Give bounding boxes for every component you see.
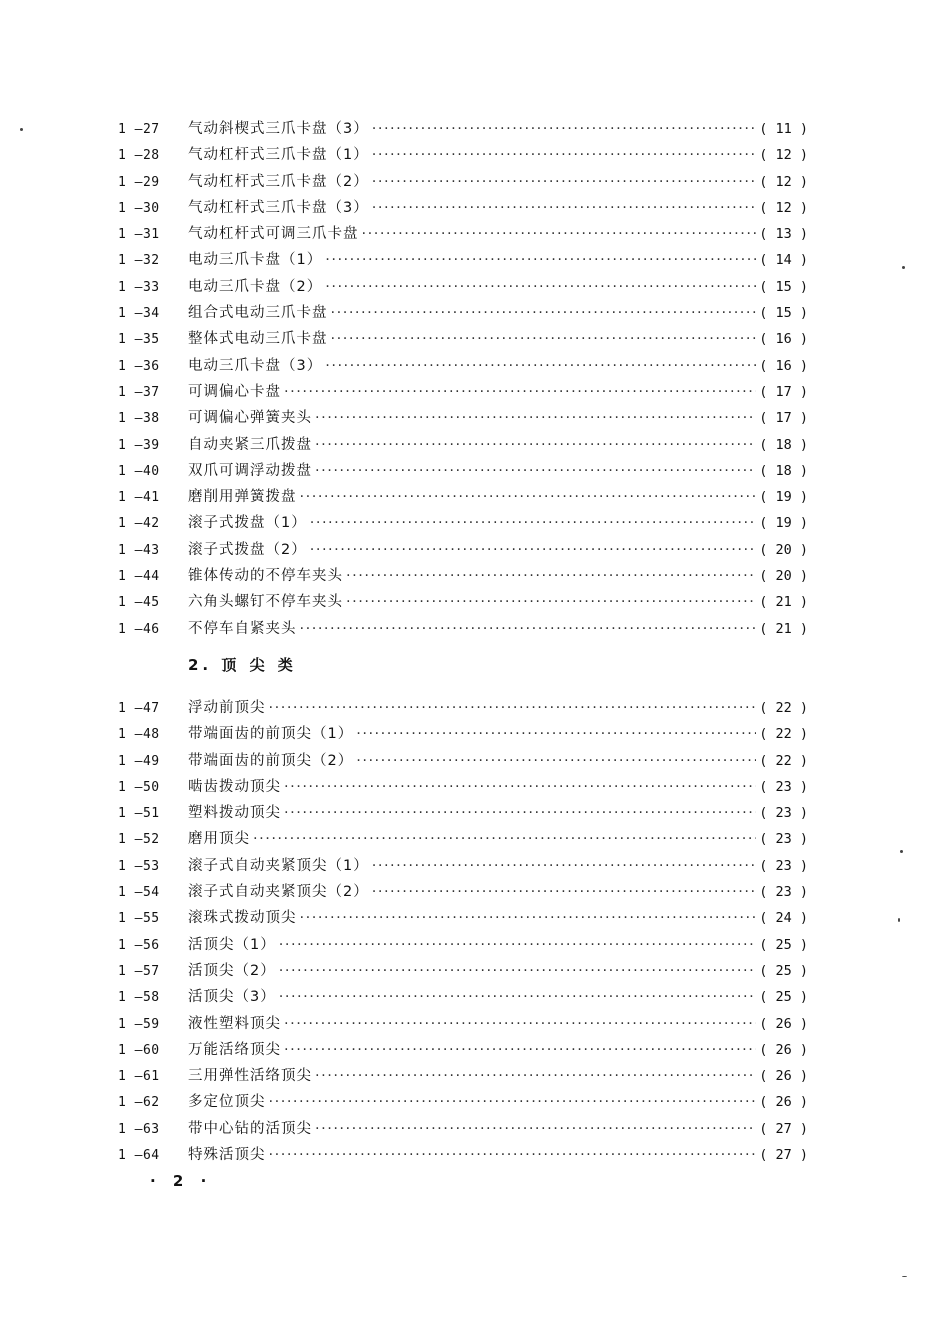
dot-leader <box>300 484 757 510</box>
entry-number: 1 —59 <box>118 1016 160 1032</box>
entry-title: 浮动前顶尖 <box>188 700 266 716</box>
page-folio: · 2 · <box>150 1172 213 1190</box>
dot-leader <box>315 405 756 431</box>
dot-leader <box>372 116 756 142</box>
toc-entry <box>118 1116 808 1142</box>
entry-title: 啮齿拨动顶尖 <box>188 778 281 795</box>
toc-entry <box>118 563 808 589</box>
entry-title: 滚子式自动夹紧顶尖（2） <box>188 884 369 901</box>
entry-number: 1 —49 <box>118 753 160 769</box>
dot-leader <box>315 458 756 484</box>
entry-number: 1 —52 <box>118 832 160 848</box>
entry-title: 特殊活顶尖 <box>188 1147 266 1164</box>
entry-title: 组合式电动三爪卡盘 <box>188 305 328 322</box>
dot-leader <box>269 695 757 721</box>
entry-number: 1 —55 <box>118 911 160 927</box>
dot-leader <box>315 1116 756 1142</box>
entry-page-number: ( 14 ) <box>759 252 808 269</box>
entry-number: 1 —43 <box>118 542 160 558</box>
entry-number: 1 —35 <box>118 332 160 348</box>
entry-number: 1 —51 <box>118 806 160 822</box>
entry-page-number: ( 25 ) <box>759 962 808 979</box>
entry-page-number: ( 12 ) <box>759 173 808 190</box>
entry-page-number: ( 20 ) <box>759 541 808 558</box>
entry-page-number: ( 23 ) <box>759 857 808 874</box>
entry-number: 1 —33 <box>118 279 160 295</box>
toc-entry <box>118 1037 808 1063</box>
entry-page-number: ( 22 ) <box>759 726 808 743</box>
toc-entry <box>118 826 808 852</box>
dot-leader <box>372 195 756 221</box>
scan-speck <box>20 128 23 131</box>
entry-number: 1 —53 <box>118 858 160 874</box>
dot-leader <box>300 616 757 642</box>
entry-number: 1 —40 <box>118 463 160 479</box>
section-heading: 2. 顶 尖 类 <box>188 656 297 674</box>
entry-title: 整体式电动三爪卡盘 <box>188 331 328 348</box>
entry-page-number: ( 11 ) <box>759 121 808 137</box>
dot-leader <box>331 300 757 326</box>
toc-entry <box>118 1011 808 1037</box>
entry-title: 液性塑料顶尖 <box>188 1015 281 1032</box>
toc-entry <box>118 695 808 721</box>
entry-page-number: ( 15 ) <box>759 278 808 295</box>
entry-title: 气动斜楔式三爪卡盘（3） <box>188 121 369 137</box>
dot-leader <box>325 353 756 379</box>
entry-title: 滚子式拨盘（2） <box>188 541 307 558</box>
toc-entry <box>118 405 808 431</box>
entry-page-number: ( 21 ) <box>759 620 808 637</box>
entry-page-number: ( 25 ) <box>759 936 808 953</box>
entry-number: 1 —38 <box>118 411 160 427</box>
dot-leader <box>284 379 756 405</box>
entry-number: 1 —44 <box>118 569 160 585</box>
entry-page-number: ( 16 ) <box>759 331 808 348</box>
toc-entry <box>118 589 808 615</box>
dot-leader <box>372 853 756 879</box>
entry-number: 1 —27 <box>118 122 160 137</box>
entry-page-number: ( 25 ) <box>759 989 808 1006</box>
toc-entry <box>118 195 808 221</box>
entry-number: 1 —45 <box>118 595 160 611</box>
entry-title: 气动杠杆式三爪卡盘（1） <box>188 147 369 164</box>
entry-page-number: ( 22 ) <box>759 752 808 769</box>
dot-leader <box>253 826 756 852</box>
toc-entry <box>118 958 808 984</box>
entry-page-number: ( 18 ) <box>759 436 808 453</box>
entry-title: 电动三爪卡盘（3） <box>188 357 323 374</box>
entry-number: 1 —31 <box>118 227 160 243</box>
scan-speck <box>898 918 900 922</box>
toc-entry <box>118 1063 808 1089</box>
entry-number: 1 —64 <box>118 1148 160 1164</box>
entry-title: 塑料拨动顶尖 <box>188 805 281 822</box>
dot-leader <box>346 563 756 589</box>
toc-entry <box>118 721 808 747</box>
toc-entry <box>118 879 808 905</box>
scan-speck <box>902 1276 907 1277</box>
entry-number: 1 —57 <box>118 963 160 979</box>
entry-number: 1 —34 <box>118 306 160 322</box>
entry-page-number: ( 20 ) <box>759 568 808 585</box>
toc-entry <box>118 169 808 195</box>
entry-title: 可调偏心卡盘 <box>188 383 281 400</box>
entry-page-number: ( 26 ) <box>759 1094 808 1111</box>
toc-entry <box>118 905 808 931</box>
dot-leader <box>279 984 756 1010</box>
entry-number: 1 —36 <box>118 358 160 374</box>
toc-entry <box>118 379 808 405</box>
toc-entry <box>118 142 808 168</box>
toc-entry <box>118 247 808 273</box>
entry-number: 1 —47 <box>118 701 160 716</box>
toc-list-group-1 <box>118 116 808 642</box>
dot-leader <box>356 748 756 774</box>
toc-list-group-2 <box>118 695 808 1168</box>
dot-leader <box>310 510 756 536</box>
entry-number: 1 —37 <box>118 384 160 400</box>
toc-entry <box>118 432 808 458</box>
toc-entry <box>118 221 808 247</box>
toc-entry <box>118 300 808 326</box>
entry-number: 1 —29 <box>118 174 160 190</box>
dot-leader <box>284 1011 756 1037</box>
dot-leader <box>279 958 756 984</box>
dot-leader <box>325 274 756 300</box>
entry-title: 带端面齿的前顶尖（2） <box>188 752 354 769</box>
toc-entry <box>118 1142 808 1168</box>
dot-leader <box>315 1063 756 1089</box>
dot-leader <box>372 879 756 905</box>
entry-title: 带端面齿的前顶尖（1） <box>188 726 354 743</box>
entry-number: 1 —42 <box>118 516 160 532</box>
entry-page-number: ( 26 ) <box>759 1068 808 1085</box>
entry-page-number: ( 22 ) <box>759 700 808 716</box>
dot-leader <box>284 774 756 800</box>
toc-entry <box>118 484 808 510</box>
entry-title: 多定位顶尖 <box>188 1094 266 1111</box>
toc-entry <box>118 748 808 774</box>
toc-entry <box>118 800 808 826</box>
toc-entry <box>118 274 808 300</box>
entry-page-number: ( 12 ) <box>759 147 808 164</box>
entry-title: 滚子式拨盘（1） <box>188 515 307 532</box>
entry-title: 气动杠杆式可调三爪卡盘 <box>188 226 359 243</box>
entry-title: 可调偏心弹簧夹头 <box>188 410 312 427</box>
dot-leader <box>269 1089 757 1115</box>
entry-number: 1 —46 <box>118 621 160 637</box>
entry-page-number: ( 18 ) <box>759 462 808 479</box>
entry-title: 气动杠杆式三爪卡盘（2） <box>188 173 369 190</box>
entry-page-number: ( 23 ) <box>759 778 808 795</box>
entry-number: 1 —41 <box>118 490 160 506</box>
entry-page-number: ( 19 ) <box>759 515 808 532</box>
dot-leader <box>310 537 756 563</box>
entry-number: 1 —56 <box>118 937 160 953</box>
entry-page-number: ( 23 ) <box>759 884 808 901</box>
dot-leader <box>372 142 756 168</box>
dot-leader <box>284 1037 756 1063</box>
entry-title: 活顶尖（2） <box>188 962 276 979</box>
toc-entry <box>118 1089 808 1115</box>
entry-page-number: ( 23 ) <box>759 805 808 822</box>
entry-page-number: ( 17 ) <box>759 410 808 427</box>
entry-number: 1 —58 <box>118 990 160 1006</box>
entry-title: 活顶尖（1） <box>188 936 276 953</box>
toc-entry <box>118 326 808 352</box>
toc-entry <box>118 353 808 379</box>
entry-title: 活顶尖（3） <box>188 989 276 1006</box>
entry-title: 自动夹紧三爪拨盘 <box>188 436 312 453</box>
scan-speck <box>900 850 903 853</box>
dot-leader <box>372 169 756 195</box>
dot-leader <box>315 432 756 458</box>
entry-title: 万能活络顶尖 <box>188 1041 281 1058</box>
dot-leader <box>331 326 757 352</box>
entry-title: 电动三爪卡盘（1） <box>188 252 323 269</box>
entry-number: 1 —54 <box>118 885 160 901</box>
entry-number: 1 —39 <box>118 437 160 453</box>
dot-leader <box>269 1142 757 1168</box>
toc-entry <box>118 774 808 800</box>
entry-page-number: ( 13 ) <box>759 226 808 243</box>
dot-leader <box>346 589 756 615</box>
entry-page-number: ( 26 ) <box>759 1015 808 1032</box>
entry-title: 电动三爪卡盘（2） <box>188 278 323 295</box>
entry-page-number: ( 19 ) <box>759 489 808 506</box>
entry-number: 1 —63 <box>118 1121 160 1137</box>
dot-leader <box>325 247 756 273</box>
entry-title: 不停车自紧夹头 <box>188 620 297 637</box>
dot-leader <box>279 932 756 958</box>
entry-title: 气动杠杆式三爪卡盘（3） <box>188 199 369 216</box>
entry-number: 1 —60 <box>118 1042 160 1058</box>
toc-entry <box>118 984 808 1010</box>
entry-title: 锥体传动的不停车夹头 <box>188 568 343 585</box>
entry-page-number: ( 27 ) <box>759 1120 808 1137</box>
toc-entry <box>118 537 808 563</box>
entry-page-number: ( 21 ) <box>759 594 808 611</box>
entry-number: 1 —30 <box>118 200 160 216</box>
entry-page-number: ( 23 ) <box>759 831 808 848</box>
entry-page-number: ( 16 ) <box>759 357 808 374</box>
entry-title: 磨削用弹簧拨盘 <box>188 489 297 506</box>
entry-title: 六角头螺钉不停车夹头 <box>188 594 343 611</box>
entry-page-number: ( 26 ) <box>759 1041 808 1058</box>
dot-leader <box>284 800 756 826</box>
entry-number: 1 —28 <box>118 148 160 164</box>
entry-page-number: ( 15 ) <box>759 305 808 322</box>
entry-number: 1 —61 <box>118 1069 160 1085</box>
scan-speck <box>902 266 905 269</box>
entry-number: 1 —48 <box>118 727 160 743</box>
dot-leader <box>362 221 757 247</box>
toc-entry <box>118 458 808 484</box>
entry-page-number: ( 27 ) <box>759 1147 808 1164</box>
entry-title: 三用弹性活络顶尖 <box>188 1068 312 1085</box>
entry-number: 1 —32 <box>118 253 160 269</box>
toc-entry <box>118 116 808 142</box>
toc-entry <box>118 616 808 642</box>
toc-entry <box>118 853 808 879</box>
toc-entry <box>118 510 808 536</box>
entry-page-number: ( 17 ) <box>759 383 808 400</box>
entry-title: 磨用顶尖 <box>188 831 250 848</box>
toc-entry <box>118 932 808 958</box>
entry-page-number: ( 24 ) <box>759 910 808 927</box>
entry-title: 滚子式自动夹紧顶尖（1） <box>188 857 369 874</box>
dot-leader <box>300 905 757 931</box>
entry-title: 双爪可调浮动拨盘 <box>188 462 312 479</box>
entry-number: 1 —62 <box>118 1095 160 1111</box>
entry-number: 1 —50 <box>118 779 160 795</box>
entry-page-number: ( 12 ) <box>759 199 808 216</box>
entry-title: 带中心钻的活顶尖 <box>188 1120 312 1137</box>
entry-title: 滚珠式拨动顶尖 <box>188 910 297 927</box>
dot-leader <box>356 721 756 747</box>
